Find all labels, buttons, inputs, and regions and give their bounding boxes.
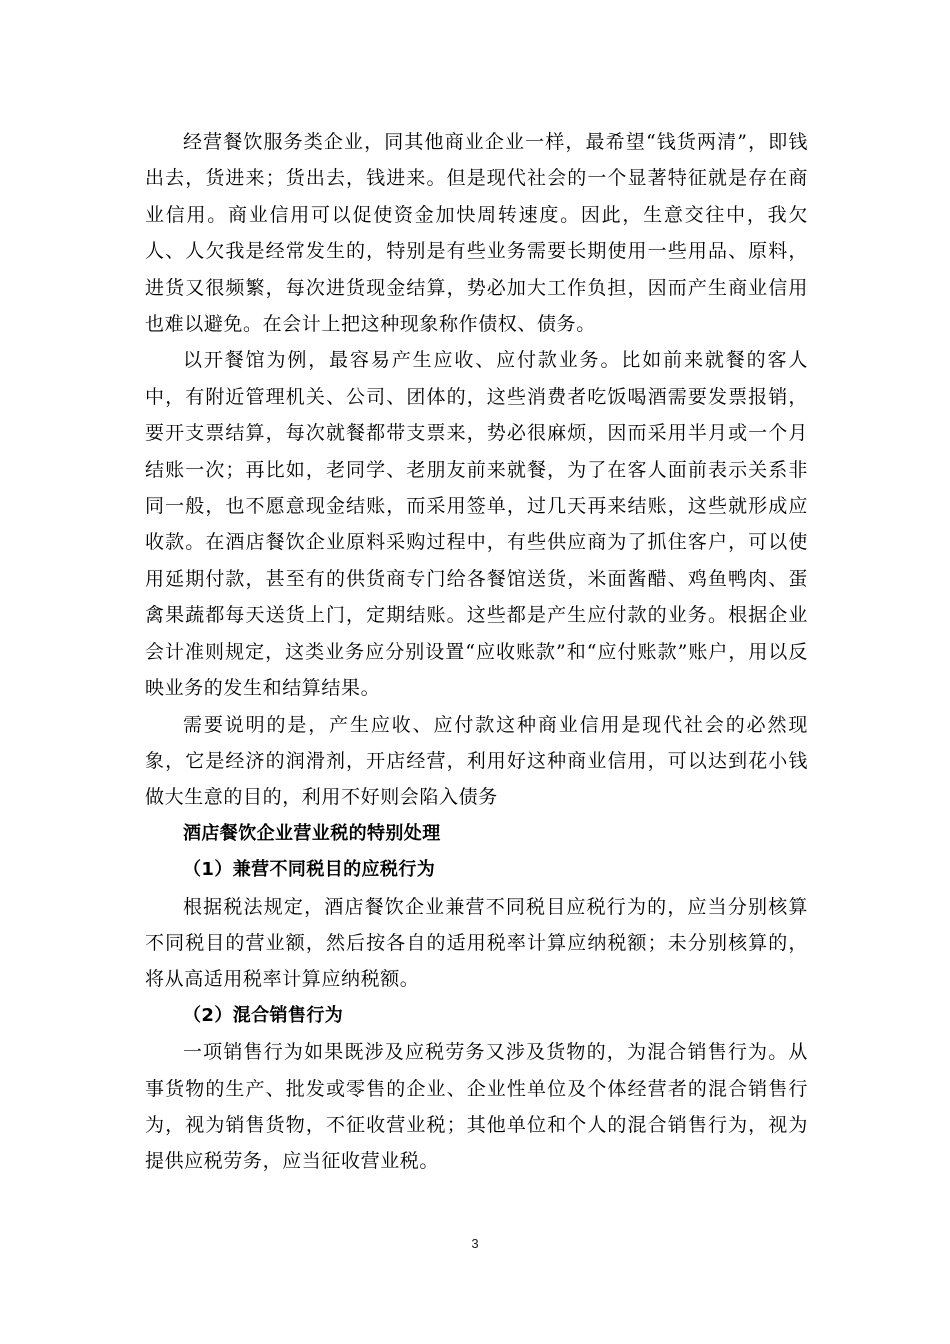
page-number: 3 [471,1236,479,1251]
body-paragraph-2: 以开餐馆为例，最容易产生应收、应付款业务。比如前来就餐的客人中，有附近管理机关、公司、团体的，这些消费者吃饭喝酒需要发票报销，要开支票结算，每次就餐都带支票来，势必很麻烦，因而采用半月或一个月结账一次；再比如，老同学、老朋友前来就餐，为了在客人面前表示关系非同一般，也不愿意现金结账，而采用签单，过几天再来结账，这些就形成应收款。在酒店餐饮企业原料采购过程中，有些供应商为了抓住客户，可以使用延期付款，甚至有的供货商专门给各餐馆送货，米面酱醋、鸡鱼鸭肉、蛋禽果蔬都每天送货上门，定期结账。这些都是产生应付款的业务。根据企业会计准则规定，这类业务应分别设置“应收账款”和“应付账款”账户，用以反映业务的发生和结算结果。 [145,349,808,700]
subsection-2-paragraph: 一项销售行为如果既涉及应税劳务又涉及货物的，为混合销售行为。从事货物的生产、批发或零售的企业、企业性单位及个体经营者的混合销售行为，视为销售货物，不征收营业税；其他单位和个人的混合销售行为，视为提供应税劳务，应当征收营业税。 [145,1041,808,1173]
subsection-1-title: （1）兼营不同税目的应税行为 [183,859,436,881]
body-paragraph-1: 经营餐饮服务类企业，同其他商业企业一样，最希望“钱货两清”，即钱出去，货进来；货出去，钱进来。但是现代社会的一个显著特征就是存在商业信用。商业信用可以促使资金加快周转速度。因此，生意交往中，我欠人、人欠我是经常发生的，特别是有些业务需要长期使用一些用品、原料，进货又很频繁，每次进货现金结算，势必加大工作负担，因而产生商业信用也难以避免。在会计上把这种现象称作债权、债务。 [145,131,808,336]
body-paragraph-3: 需要说明的是，产生应收、应付款这种商业信用是现代社会的必然现象，它是经济的润滑剂，开店经营，利用好这种商业信用，可以达到花小钱做大生意的目的，利用不好则会陷入债务 [145,713,808,809]
subsection-2-title: （2）混合销售行为 [183,1004,344,1026]
subsection-1-paragraph: 根据税法规定，酒店餐饮企业兼营不同税目应税行为的，应当分别核算不同税目的营业额，然后按各自的适用税率计算应纳税额；未分别核算的，将从高适用税率计算应纳税额。 [145,895,808,991]
section-title: 酒店餐饮企业营业税的特别处理 [183,822,441,844]
document-body [145,124,808,1180]
